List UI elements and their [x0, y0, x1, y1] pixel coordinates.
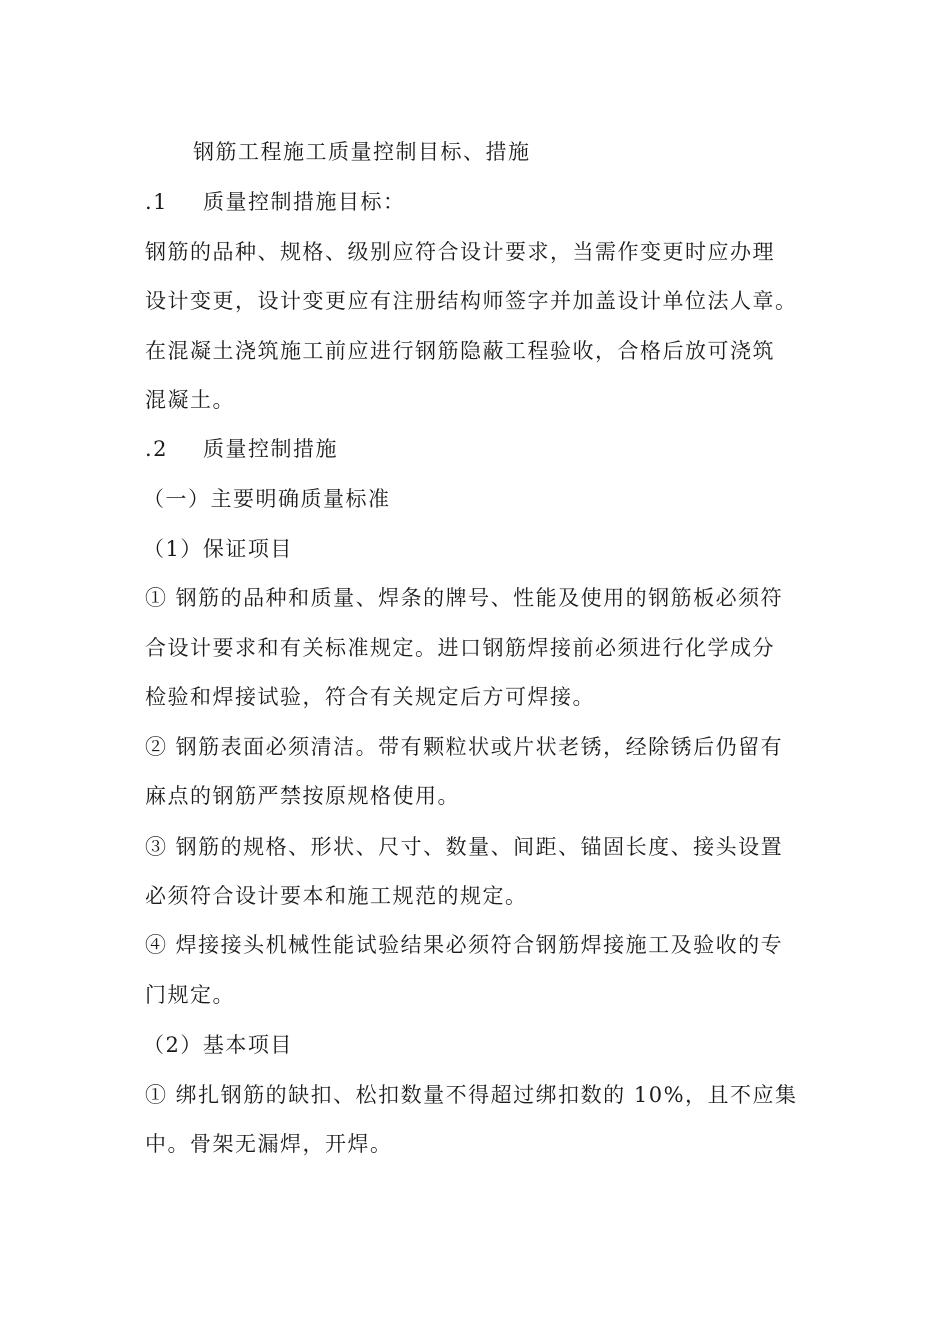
- subheading-standards: （一）主要明确质量标准: [143, 487, 391, 511]
- section-heading-2: [145, 434, 338, 464]
- section-heading-text: 质量控制措施目标：: [203, 190, 406, 214]
- list-item-line: 麻点的钢筋严禁按原规格使用。: [145, 784, 460, 808]
- paragraph-line: 设计变更，设计变更应有注册结构师签字并加盖设计单位法人章。: [145, 289, 798, 313]
- section-number: .1: [145, 190, 169, 214]
- section-number: .2: [145, 437, 169, 461]
- list-item-line: 必须符合设计要本和施工规范的规定。: [145, 884, 528, 908]
- list-item-line: ② 钢筋表面必须清洁。带有颗粒状或片状老锈，经除锈后仍留有: [145, 735, 784, 759]
- paragraph-line: 在混凝土浇筑施工前应进行钢筋隐蔽工程验收，合格后放可浇筑: [145, 339, 775, 363]
- section-heading-1: [145, 187, 406, 217]
- list-item-line: ① 钢筋的品种和质量、焊条的牌号、性能及使用的钢筋板必须符: [145, 586, 784, 610]
- section-heading-text: 质量控制措施: [203, 437, 338, 461]
- subheading-basic: （2）基本项目: [143, 1033, 293, 1057]
- paragraph-line: 钢筋的品种、规格、级别应符合设计要求，当需作变更时应办理: [145, 240, 775, 264]
- list-item-line: ③ 钢筋的规格、形状、尺寸、数量、间距、锚固长度、接头设置: [145, 835, 784, 859]
- list-item-line: 检验和焊接试验，符合有关规定后方可焊接。: [145, 685, 595, 709]
- list-item-line: 中。骨架无漏焊，开焊。: [145, 1132, 393, 1156]
- list-item-line: ① 绑扎钢筋的缺扣、松扣数量不得超过绑扣数的 10%，且不应集: [145, 1083, 798, 1107]
- paragraph-line: 混凝土。: [145, 388, 235, 412]
- list-item-line: 门规定。: [145, 983, 235, 1007]
- list-item-line: 合设计要求和有关标准规定。进口钢筋焊接前必须进行化学成分: [145, 636, 775, 660]
- subheading-guarantee: （1）保证项目: [143, 537, 293, 561]
- document-title: 钢筋工程施工质量控制目标、措施: [193, 140, 531, 164]
- list-item-line: ④ 焊接接头机械性能试验结果必须符合钢筋焊接施工及验收的专: [145, 933, 784, 957]
